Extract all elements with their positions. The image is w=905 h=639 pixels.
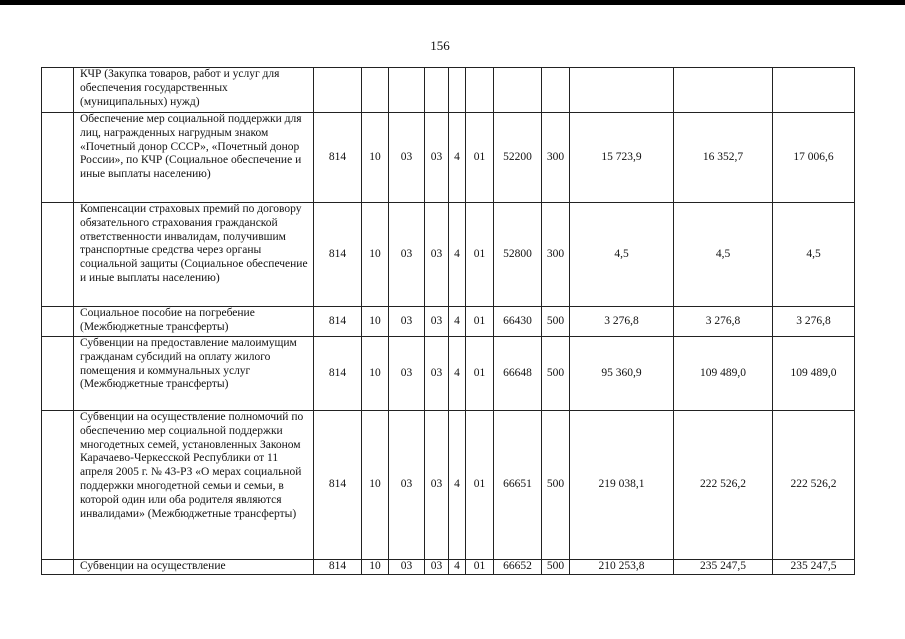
- pr-cell: 03: [389, 411, 425, 560]
- sum-2019-cell: 3 276,8: [570, 307, 674, 337]
- sum-2019-cell: 4,5: [570, 203, 674, 307]
- sum-2020-cell: 16 352,7: [674, 113, 773, 203]
- row-number-cell: [42, 411, 74, 560]
- page-number: 156: [430, 38, 450, 53]
- grbs-cell: 814: [314, 560, 362, 575]
- sum-2020-cell: 3 276,8: [674, 307, 773, 337]
- table-row: [42, 203, 855, 307]
- table-row: [42, 337, 855, 411]
- table-row: [42, 113, 855, 203]
- sum-2020-cell: 109 489,0: [674, 337, 773, 411]
- kcs4-cell: 52200: [494, 113, 542, 203]
- sum-2021-cell: 17 006,6: [773, 113, 855, 203]
- kcs1-cell: 03: [425, 307, 449, 337]
- grbs-cell: [314, 68, 362, 113]
- kcs4-cell: [494, 68, 542, 113]
- vr-cell: 500: [542, 337, 570, 411]
- kcs4-cell: 52800: [494, 203, 542, 307]
- sum-2020-cell: 235 247,5: [674, 560, 773, 575]
- grbs-cell: 814: [314, 411, 362, 560]
- kcs2-cell: 4: [449, 113, 466, 203]
- grbs-cell: 814: [314, 203, 362, 307]
- pr-cell: 03: [389, 113, 425, 203]
- kcs4-cell: 66651: [494, 411, 542, 560]
- description-cell: Субвенции на осуществление полномочий по обеспечению мер социальной поддержки многодетных семей, установленных Законом Карачаево-Черкесской Республики от 11 апреля 2005 г. № 43-РЗ «О мерах социальной поддержки многодетной семьи и семьи, в которой один или оба родителя являются инвалидами» (Межбюджетные трансферты): [74, 411, 314, 560]
- kcs2-cell: [449, 68, 466, 113]
- sum-2020-cell: [674, 68, 773, 113]
- pr-cell: 03: [389, 307, 425, 337]
- description-cell: КЧР (Закупка товаров, работ и услуг для обеспечения государственных (муниципальных) нужд): [74, 68, 314, 113]
- kcs1-cell: 03: [425, 411, 449, 560]
- grbs-cell: 814: [314, 307, 362, 337]
- sum-2019-cell: 15 723,9: [570, 113, 674, 203]
- kcs2-cell: 4: [449, 307, 466, 337]
- vr-cell: 500: [542, 307, 570, 337]
- kcs3-cell: 01: [466, 411, 494, 560]
- description-cell: Обеспечение мер социальной поддержки для лиц, награжденных нагрудным знаком «Почетный донор СССР», «Почетный донор России», по КЧР (Социальное обеспечение и иные выплаты населению): [74, 113, 314, 203]
- kcs4-cell: 66652: [494, 560, 542, 575]
- pr-cell: [389, 68, 425, 113]
- description-cell: Субвенции на осуществление: [74, 560, 314, 575]
- kcs3-cell: 01: [466, 337, 494, 411]
- description-cell: Компенсации страховых премий по договору обязательного страхования гражданской ответственности инвалидам, получившим транспортные средства через органы социальной защиты (Социальное обеспечение и иные выплаты населению): [74, 203, 314, 307]
- sum-2021-cell: 3 276,8: [773, 307, 855, 337]
- table-row: [42, 307, 855, 337]
- table-row: [42, 560, 855, 575]
- rz-cell: 10: [362, 560, 389, 575]
- kcs3-cell: 01: [466, 203, 494, 307]
- rz-cell: 10: [362, 307, 389, 337]
- grbs-cell: 814: [314, 337, 362, 411]
- kcs4-cell: 66648: [494, 337, 542, 411]
- table-row: [42, 411, 855, 560]
- kcs3-cell: 01: [466, 560, 494, 575]
- table-row: [42, 68, 855, 113]
- kcs2-cell: 4: [449, 560, 466, 575]
- row-number-cell: [42, 68, 74, 113]
- rz-cell: [362, 68, 389, 113]
- rz-cell: 10: [362, 203, 389, 307]
- vr-cell: [542, 68, 570, 113]
- description-cell: Субвенции на предоставление малоимущим гражданам субсидий на оплату жилого помещения и коммунальных услуг (Межбюджетные трансферты): [74, 337, 314, 411]
- pr-cell: 03: [389, 203, 425, 307]
- rz-cell: 10: [362, 337, 389, 411]
- vr-cell: 500: [542, 560, 570, 575]
- sum-2020-cell: 4,5: [674, 203, 773, 307]
- vr-cell: 500: [542, 411, 570, 560]
- kcs3-cell: 01: [466, 113, 494, 203]
- kcs2-cell: 4: [449, 411, 466, 560]
- kcs4-cell: 66430: [494, 307, 542, 337]
- budget-table: [41, 67, 855, 575]
- top-edge-bar: [0, 0, 905, 5]
- sum-2021-cell: 235 247,5: [773, 560, 855, 575]
- sum-2021-cell: 109 489,0: [773, 337, 855, 411]
- kcs3-cell: 01: [466, 307, 494, 337]
- row-number-cell: [42, 560, 74, 575]
- sum-2019-cell: 210 253,8: [570, 560, 674, 575]
- sum-2019-cell: 219 038,1: [570, 411, 674, 560]
- row-number-cell: [42, 307, 74, 337]
- vr-cell: 300: [542, 113, 570, 203]
- kcs2-cell: 4: [449, 337, 466, 411]
- row-number-cell: [42, 337, 74, 411]
- sum-2019-cell: [570, 68, 674, 113]
- kcs1-cell: 03: [425, 337, 449, 411]
- sum-2021-cell: [773, 68, 855, 113]
- rz-cell: 10: [362, 411, 389, 560]
- pr-cell: 03: [389, 560, 425, 575]
- kcs1-cell: 03: [425, 560, 449, 575]
- pr-cell: 03: [389, 337, 425, 411]
- vr-cell: 300: [542, 203, 570, 307]
- kcs3-cell: [466, 68, 494, 113]
- sum-2021-cell: 222 526,2: [773, 411, 855, 560]
- rz-cell: 10: [362, 113, 389, 203]
- sum-2019-cell: 95 360,9: [570, 337, 674, 411]
- sum-2021-cell: 4,5: [773, 203, 855, 307]
- description-cell: Социальное пособие на погребение (Межбюджетные трансферты): [74, 307, 314, 337]
- sum-2020-cell: 222 526,2: [674, 411, 773, 560]
- row-number-cell: [42, 113, 74, 203]
- kcs1-cell: [425, 68, 449, 113]
- grbs-cell: 814: [314, 113, 362, 203]
- kcs2-cell: 4: [449, 203, 466, 307]
- row-number-cell: [42, 203, 74, 307]
- kcs1-cell: 03: [425, 113, 449, 203]
- kcs1-cell: 03: [425, 203, 449, 307]
